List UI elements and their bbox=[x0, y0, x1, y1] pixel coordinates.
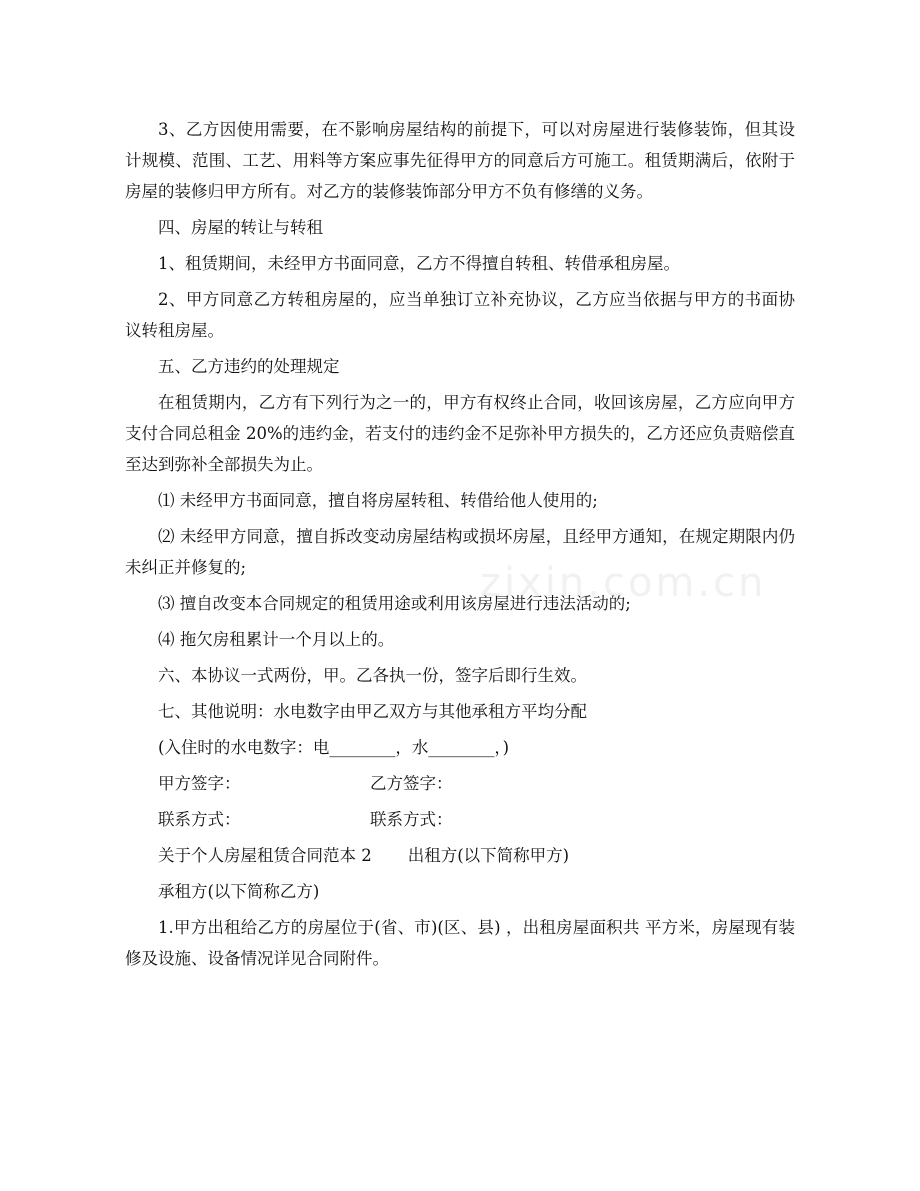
signature-label-party-b: 乙方签字： bbox=[370, 774, 453, 793]
section-heading-copies: 六、本协议一式两份，甲。乙各执一份，签字后即行生效。 bbox=[158, 666, 587, 685]
sample-title: 关于个人房屋租赁合同范本 2 bbox=[158, 846, 372, 865]
lessee-label: 承租方(以下简称乙方) bbox=[158, 882, 320, 901]
breach-item-4: ⑷ 拖欠房租累计一个月以上的。 bbox=[158, 630, 395, 649]
document-body bbox=[125, 114, 795, 979]
signature-row bbox=[125, 768, 795, 799]
contact-label-party-b: 联系方式： bbox=[370, 810, 453, 829]
paragraph-renovation: 3、乙方因使用需要，在不影响房屋结构的前提下，可以对房屋进行装修装饰，但其设计规模、范围、工艺、用料等方案应事先征得甲方的同意后方可施工。租赁期满后，依附于房屋的装修归甲方所有。对乙方的装修装饰部分甲方不负有修缮的义务。 bbox=[125, 120, 795, 201]
breach-item-2: ⑵ 未经甲方同意，擅自拆改变动房屋结构或损坏房屋，且经甲方通知，在规定期限内仍未纠正并修复的; bbox=[125, 527, 795, 577]
paragraph-sublet-agreement: 2、甲方同意乙方转租房屋的，应当单独订立补充协议，乙方应当依据与甲方的书面协议转租房屋。 bbox=[125, 290, 795, 340]
signature-label-party-a: 甲方签字： bbox=[158, 774, 241, 793]
section-heading-transfer: 四、房屋的转让与转租 bbox=[158, 218, 323, 237]
watermark-text: zixin.com.cn bbox=[480, 560, 767, 606]
contact-label-party-a: 联系方式： bbox=[158, 810, 241, 829]
section-heading-other: 七、其他说明：水电数字由甲乙双方与其他承租方平均分配 bbox=[158, 702, 587, 721]
breach-item-3: ⑶ 擅自改变本合同规定的租赁用途或利用该房屋进行违法活动的; bbox=[158, 594, 631, 613]
sample-title-line bbox=[125, 840, 795, 871]
paragraph-property-location: 1.甲方出租给乙方的房屋位于(省、市)(区、县) ，出租房屋面积共 平方米，房屋现有装修及设施、设备情况详见合同附件。 bbox=[125, 918, 795, 968]
contact-row bbox=[125, 804, 795, 835]
section-heading-breach: 五、乙方违约的处理规定 bbox=[158, 357, 340, 376]
breach-item-1: ⑴ 未经甲方书面同意，擅自将房屋转租、转借给他人使用的; bbox=[158, 491, 598, 510]
lessor-label: 出租方(以下简称甲方) bbox=[407, 846, 570, 865]
meter-reading-line: (入住时的水电数字：电________，水________，) bbox=[158, 738, 510, 757]
paragraph-no-sublet: 1、租赁期间，未经甲方书面同意，乙方不得擅自转租、转借承租房屋。 bbox=[158, 254, 680, 273]
paragraph-breach-penalty: 在租赁期内，乙方有下列行为之一的，甲方有权终止合同，收回该房屋，乙方应向甲方支付合同总租金 20%的违约金，若支付的违约金不足弥补甲方损失的，乙方还应负责赔偿直至达到弥补全部损失为止。 bbox=[125, 393, 795, 474]
